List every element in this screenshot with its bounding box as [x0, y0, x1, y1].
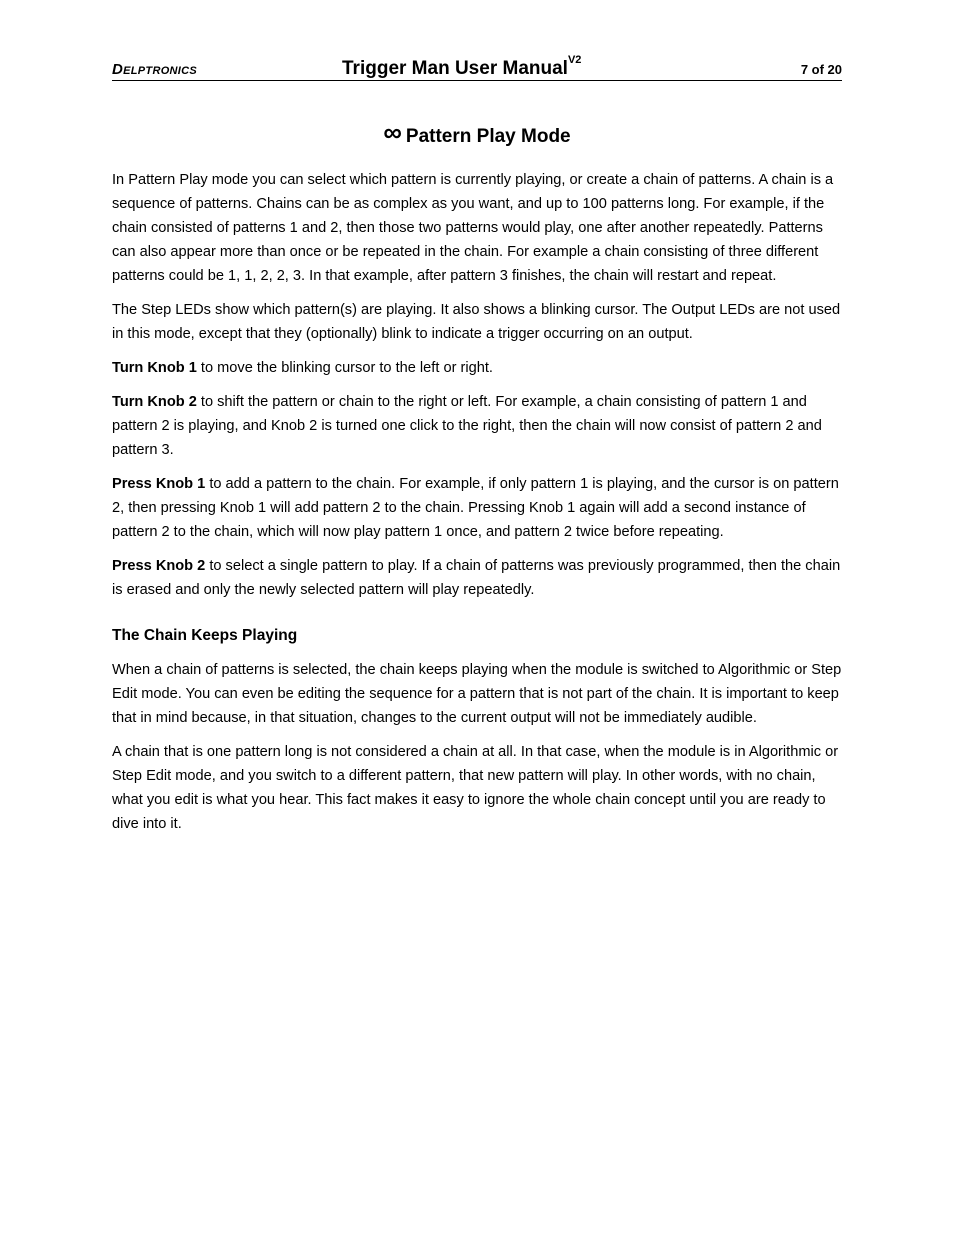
subsection-heading: The Chain Keeps Playing	[112, 627, 298, 644]
instruction-label: Press Knob 1	[112, 476, 206, 492]
paragraph-intro: In Pattern Play mode you can select which pattern is currently playing, or create a chain of patterns. A chain is a sequence of patterns. Chains can be as complex as you want, and up to 100 patterns long. For example, if the chain consisted of patterns 1 and 2, then those two patterns would play, one after another repeatedly. Patterns can also appear more than once or be repeated in the chain. For example a chain consisting of three different patterns could be 1, 1, 2, 2, 3. In that example, after pattern 3 finishes, the chain will restart and repeat.	[112, 172, 834, 284]
brand-logo: Delptronics	[112, 61, 198, 78]
document-title-text: Trigger Man User Manual	[342, 58, 568, 79]
paragraph-press-knob-1	[112, 472, 844, 544]
instruction-label: Turn Knob 1	[112, 360, 197, 376]
paragraph-press-knob-2	[112, 554, 844, 602]
section-title-text: Pattern Play Mode	[405, 126, 571, 147]
paragraph-step-leds: The Step LEDs show which pattern(s) are playing. It also shows a blinking cursor. The Output LEDs are not used in this mode, except that they (optionally) blink to indicate a trigger occurring on an output.	[112, 302, 841, 342]
document-title-version: V2	[567, 54, 582, 66]
instruction-text: to shift the pattern or chain to the right or left. For example, a chain consisting of pattern 1 and pattern 2 is playing, and Knob 2 is turned one click to the right, then the chain will now consist of pattern 2 and pattern 3.	[112, 394, 822, 458]
page-number: 7 of 20	[800, 62, 842, 77]
instruction-text: to add a pattern to the chain. For example, if only pattern 1 is playing, and the cursor is on pattern 2, then pressing Knob 1 will add pattern 2 to the chain. Pressing Knob 1 again will add a second instance of pattern 2 to the chain, which will now play pattern 1 once, and pattern 2 twice before repeating.	[112, 476, 839, 540]
section-title	[112, 117, 842, 148]
infinity-icon: ∞	[383, 117, 402, 147]
page-header	[112, 54, 842, 81]
section-body	[112, 168, 844, 846]
instruction-label: Turn Knob 2	[112, 394, 197, 410]
paragraph-chain-keeps-playing: When a chain of patterns is selected, the chain keeps playing when the module is switched to Algorithmic or Step Edit mode. You can even be editing the sequence for a pattern that is not part of the chain. It is important to keep that in mind because, in that situation, changes to the current output will not be immediately audible.	[112, 662, 842, 726]
paragraph-turn-knob-2	[112, 390, 844, 462]
paragraph-one-pattern-chain: A chain that is one pattern long is not considered a chain at all. In that case, when the module is in Algorithmic or Step Edit mode, and you switch to a different pattern, that new pattern will play. In other words, with no chain, what you edit is what you hear. This fact makes it easy to ignore the whole chain concept until you are ready to dive into it.	[112, 744, 839, 832]
instruction-text: to select a single pattern to play. If a chain of patterns was previously programmed, then the chain is erased and only the newly selected pattern will play repeatedly.	[112, 558, 841, 598]
instruction-text: to move the blinking cursor to the left or right.	[196, 360, 493, 376]
document-title	[342, 54, 582, 80]
instruction-label: Press Knob 2	[112, 558, 206, 574]
paragraph-turn-knob-1	[112, 356, 844, 380]
